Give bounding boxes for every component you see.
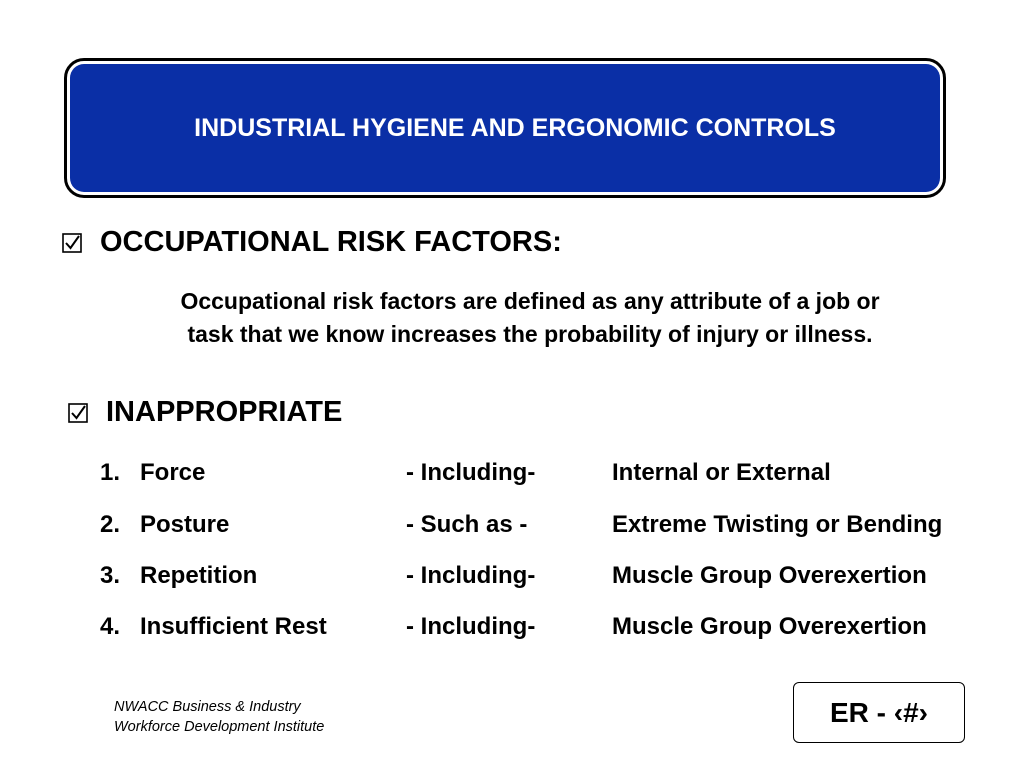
factor-number: 4. bbox=[100, 613, 121, 640]
footer-line-2: Workforce Development Institute bbox=[114, 719, 325, 735]
factor-description: Extreme Twisting or Bending bbox=[612, 511, 943, 538]
checked-box-icon bbox=[68, 403, 88, 423]
factor-description: Muscle Group Overexertion bbox=[612, 562, 927, 589]
inappropriate-heading bbox=[68, 396, 342, 429]
factor-number: 3. bbox=[100, 562, 121, 589]
factor-description: Internal or External bbox=[612, 459, 831, 486]
page-number-label: ER - ‹#› bbox=[830, 696, 928, 728]
title-banner bbox=[64, 58, 946, 198]
factor-relation: - Such as - bbox=[406, 511, 528, 538]
definition-line-1: Occupational risk factors are defined as any attribute of a job or bbox=[180, 288, 880, 314]
risk-factors-heading bbox=[62, 226, 562, 259]
factor-row bbox=[100, 613, 1010, 645]
factor-number: 2. bbox=[100, 511, 121, 538]
factor-name: Posture bbox=[140, 511, 230, 538]
factor-row bbox=[100, 459, 1010, 491]
title-banner-fill bbox=[70, 64, 940, 192]
footer-line-1: NWACC Business & Industry bbox=[114, 699, 301, 715]
factor-relation: - Including- bbox=[406, 613, 536, 640]
page-number-box bbox=[793, 682, 965, 743]
footer-credit bbox=[114, 697, 324, 737]
slide-title: INDUSTRIAL HYGIENE AND ERGONOMIC CONTROLS bbox=[194, 113, 836, 142]
factor-number: 1. bbox=[100, 459, 121, 486]
factor-description: Muscle Group Overexertion bbox=[612, 613, 927, 640]
checked-box-icon bbox=[62, 233, 82, 253]
factor-name: Insufficient Rest bbox=[140, 613, 327, 640]
risk-factors-definition bbox=[70, 285, 990, 351]
factor-name: Force bbox=[140, 459, 206, 486]
risk-factors-heading-text: OCCUPATIONAL RISK FACTORS: bbox=[100, 226, 562, 258]
factor-row bbox=[100, 511, 1010, 543]
factor-row bbox=[100, 562, 1010, 594]
factor-relation: - Including- bbox=[406, 459, 536, 486]
factor-relation: - Including- bbox=[406, 562, 536, 589]
inappropriate-heading-text: INAPPROPRIATE bbox=[106, 396, 343, 428]
definition-line-2: task that we know increases the probability of injury or illness. bbox=[187, 321, 873, 347]
factor-name: Repetition bbox=[140, 562, 258, 589]
